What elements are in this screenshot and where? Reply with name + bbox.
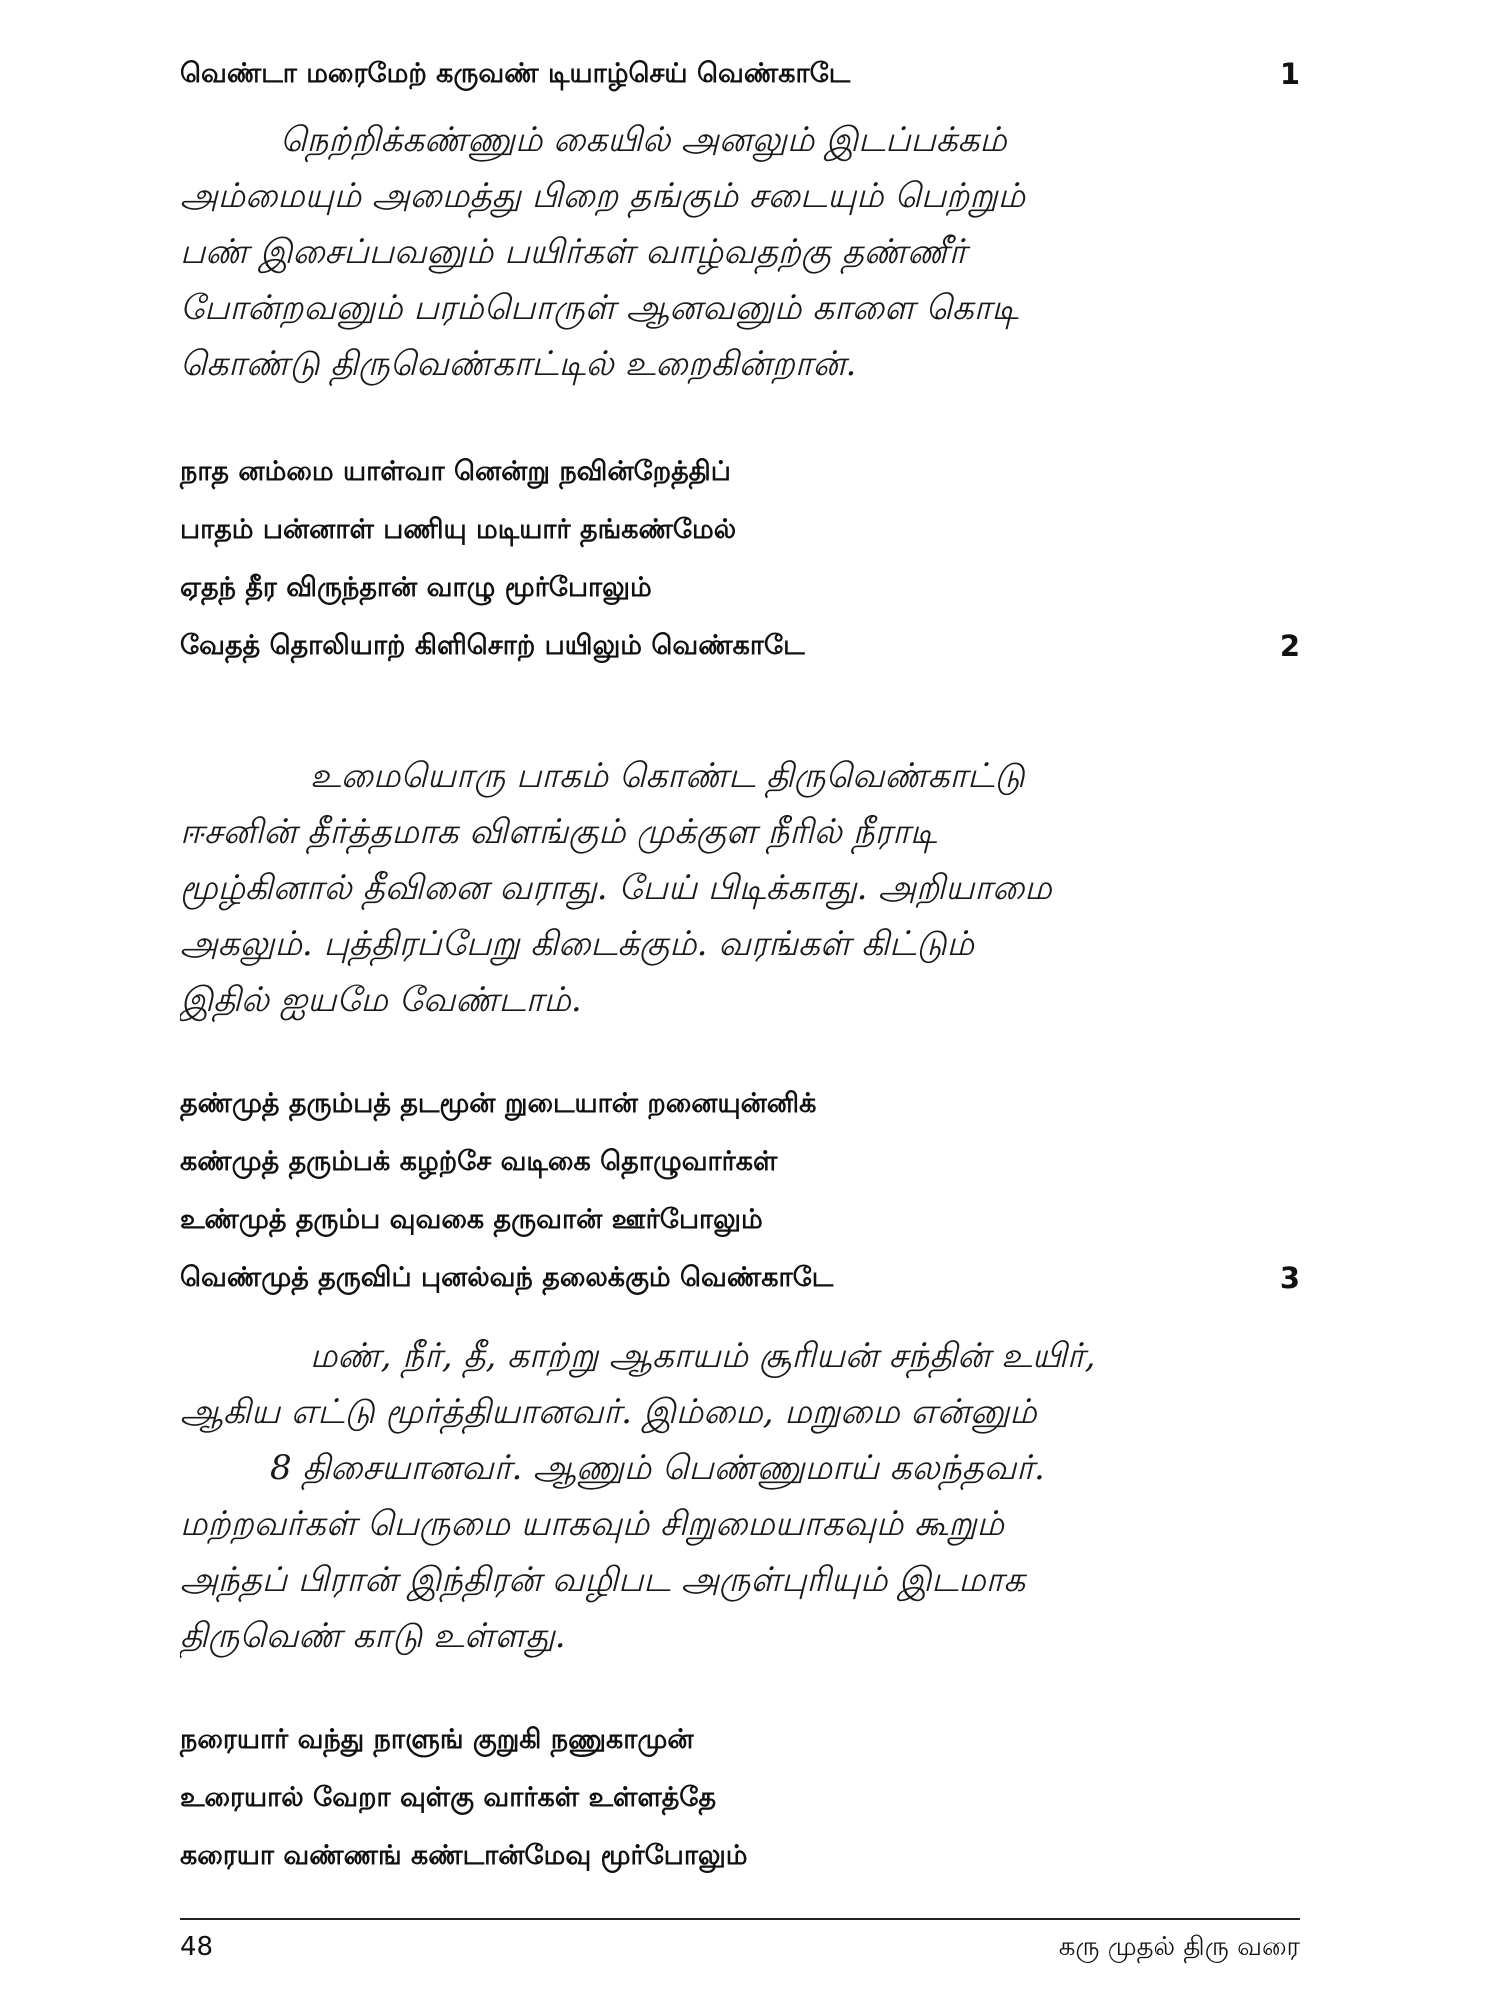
verse-line: நாத னம்மை யாள்வா னென்று நவின்றேத்திப் — [180, 456, 731, 487]
commentary-line: உமையொரு பாகம் கொண்ட திருவெண்காட்டு — [310, 756, 1025, 796]
commentary-line: மண், நீர், தீ, காற்று ஆகாயம் சூரியன் சந்தின் உயிர், — [310, 1336, 1096, 1376]
commentary-line: மற்றவர்கள் பெருமை யாகவும் சிறுமையாகவும் கூறும் — [180, 1504, 1005, 1544]
verse-line: உண்முத் தரும்ப வுவகை தருவான் ஊர்போலும் — [180, 1204, 763, 1235]
commentary-line: நெற்றிக்கண்ணும் கையில் அனலும் இடப்பக்கம் — [280, 120, 1007, 160]
verse-line: கண்முத் தரும்பக் கழற்சே வடிகை தொழுவார்கள் — [180, 1146, 778, 1177]
verse-line: வெண்டா மரைமேற் கருவண் டியாழ்செய் வெண்காடே — [180, 58, 851, 89]
commentary-line: பண் இசைப்பவனும் பயிர்கள் வாழ்வதற்கு தண்ணீர் — [180, 232, 967, 272]
commentary-paragraph — [180, 748, 1300, 1028]
commentary-line: அகலும். புத்திரப்பேறு கிடைக்கும். வரங்கள் கிட்டும் — [180, 924, 974, 964]
commentary-line: அந்தப் பிரான் இந்திரன் வழிபட அருள்புரியும் இடமாக — [180, 1560, 1026, 1600]
verse-number: 2 — [1279, 629, 1300, 663]
running-footer-title: கரு முதல் திரு வரை — [1058, 1932, 1300, 1962]
commentary-line: இதில் ஐயமே வேண்டாம். — [180, 980, 582, 1020]
verse-line: தண்முத் தரும்பத் தடமூன் றுடையான் றனையுன்னிக் — [180, 1088, 817, 1119]
commentary-line: திருவெண் காடு உள்ளது. — [180, 1616, 566, 1656]
commentary-paragraph — [180, 1328, 1300, 1664]
page-number: 48 — [180, 1932, 214, 1962]
commentary-line: ஈசனின் தீர்த்தமாக விளங்கும் முக்குள நீரில் நீராடி — [180, 812, 937, 852]
verse-line: வேதத் தொலியாற் கிளிசொற் பயிலும் வெண்காடே — [180, 630, 805, 661]
book-page — [180, 40, 1300, 1960]
commentary-line: கொண்டு திருவெண்காட்டில் உறைகின்றான். — [180, 344, 857, 384]
verse-line: வெண்முத் தருவிப் புனல்வந் தலைக்கும் வெண்காடே — [180, 1262, 834, 1293]
verse-line: நரையார் வந்து நாளுங் குறுகி நணுகாமுன் — [180, 1724, 694, 1755]
verse-number: 3 — [1279, 1261, 1300, 1295]
commentary-line: மூழ்கினால் தீவினை வராது. பேய் பிடிக்காது. அறியாமை — [180, 868, 1052, 908]
commentary-line: போன்றவனும் பரம்பொருள் ஆனவனும் காளை கொடி — [180, 288, 1019, 328]
commentary-line: 8 திசையானவர். ஆணும் பெண்ணுமாய் கலந்தவர். — [270, 1448, 1045, 1488]
footer-rule — [180, 1918, 1300, 1920]
commentary-line: அம்மையும் அமைத்து பிறை தங்கும் சடையும் பெற்றும் — [180, 176, 1026, 216]
verse-line: உரையால் வேறா வுள்கு வார்கள் உள்ளத்தே — [180, 1782, 717, 1813]
commentary-line: ஆகிய எட்டு மூர்த்தியானவர். இம்மை, மறுமை என்னும் — [180, 1392, 1037, 1432]
verse-line: பாதம் பன்னாள் பணியு மடியார் தங்கண்மேல் — [180, 514, 737, 545]
commentary-paragraph — [180, 112, 1300, 392]
verse-line: கரையா வண்ணங் கண்டான்மேவு மூர்போலும் — [180, 1840, 748, 1871]
verse-number: 1 — [1279, 57, 1300, 91]
verse-line: ஏதந் தீர விருந்தான் வாழு மூர்போலும் — [180, 572, 652, 603]
